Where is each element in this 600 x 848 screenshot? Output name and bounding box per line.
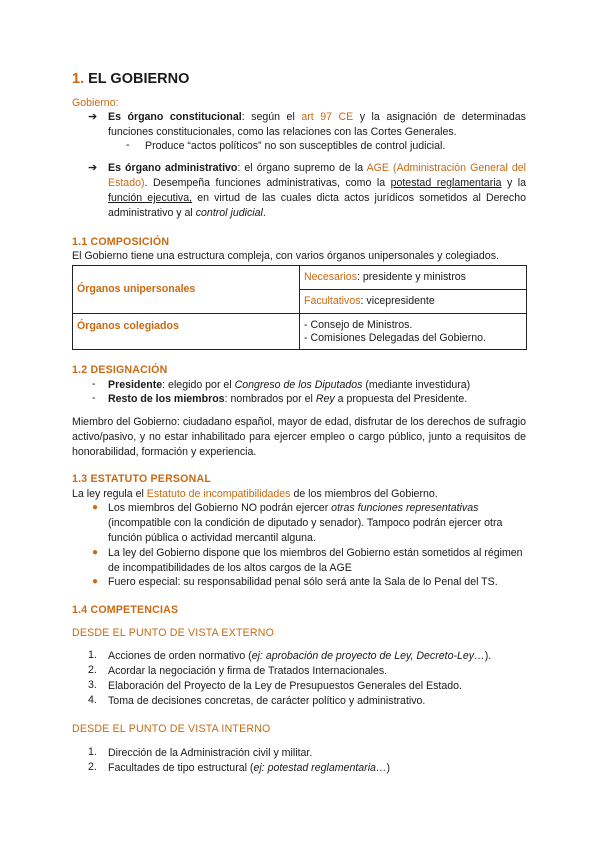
table-cell-facultativos: Facultativos: vicepresidente xyxy=(300,290,527,314)
arrow-icon: ➔ xyxy=(88,162,98,174)
list-number: 3. xyxy=(88,679,97,691)
estatuto-bullet-2: La ley del Gobierno dispone que los miembros del Gobierno están sometidos al régimen de incompatibilidades de los altos cargos de la AGE xyxy=(108,547,523,574)
list-number: 2. xyxy=(88,664,97,676)
estatuto-intro: La ley regula el Estatuto de incompatibilidades de los miembros del Gobierno. xyxy=(72,488,438,500)
bullet-icon: ● xyxy=(92,576,99,587)
list-dash: - xyxy=(92,378,96,390)
presidente-item: Presidente: elegido por el Congreso de los Diputados (mediante investidura) xyxy=(108,379,471,391)
art-97-link[interactable]: art 97 CE xyxy=(301,111,354,123)
table-cell-colegiados-list: - Consejo de Ministros. - Comisiones Delegadas del Gobierno. xyxy=(300,314,527,350)
title-number: 1. xyxy=(72,71,85,87)
organo-administrativo-paragraph: Es órgano administrativo: el órgano supremo de la AGE (Administración General del Estado). Desempeña funciones administrativas, como la potestad reglamentaria y la función ejecutiva, en virtud de las cuales dicta actos jurídicos sometidos al Derecho administrativo y al control judicial. xyxy=(108,162,526,219)
list-item: Acciones de orden normativo (ej: aprobación de proyecto de Ley, Decreto-Ley…). xyxy=(108,650,492,662)
subheading-interno: DESDE EL PUNTO DE VISTA INTERNO xyxy=(72,723,271,735)
bullet-icon: ● xyxy=(92,547,99,558)
gobierno-label: Gobierno: xyxy=(72,97,119,109)
list-dash: - xyxy=(92,392,96,404)
list-number: 1. xyxy=(88,649,97,661)
organo-constitucional-paragraph: Es órgano constitucional: según el art 97 CE y la asignación de determinadas funciones constitucionales, como las relaciones con las Cortes Generales. xyxy=(108,111,526,138)
page-title xyxy=(72,71,189,87)
section-heading-composicion: 1.1 COMPOSICIÓN xyxy=(72,236,170,248)
table-cell-colegiados: Órganos colegiados xyxy=(73,314,300,350)
miembro-requisitos-paragraph: Miembro del Gobierno: ciudadano español, mayor de edad, disfrutar de los derechos de sufragio activo/pasivo, y no estar inhabilitado para ejercer empleo o cargo público, junto a requisitos de honorabilidad, formación y experiencia. xyxy=(72,416,526,458)
estatuto-bullet-3: Fuero especial: su responsabilidad penal sólo será ante la Sala de lo Penal del TS. xyxy=(108,576,498,588)
list-item: Dirección de la Administración civil y militar. xyxy=(108,747,313,759)
estatuto-bullet-1: Los miembros del Gobierno NO podrán ejercer otras funciones representativas (incompatible con la condición de diputado y senador). Tampoco podrán ejercer otra función pública o actividad mercantil alguna. xyxy=(108,502,503,544)
list-number: 4. xyxy=(88,694,97,706)
subheading-externo: DESDE EL PUNTO DE VISTA EXTERNO xyxy=(72,627,275,639)
list-item: Acordar la negociación y firma de Tratados Internacionales. xyxy=(108,665,388,677)
list-item: Elaboración del Proyecto de la Ley de Presupuestos Generales del Estado. xyxy=(108,680,462,692)
table-cell-unipersonales: Órganos unipersonales xyxy=(73,266,300,314)
bullet-icon: ● xyxy=(92,502,99,513)
section-heading-competencias: 1.4 COMPETENCIAS xyxy=(72,604,179,616)
list-item: Facultades de tipo estructural (ej: potestad reglamentaria…) xyxy=(108,762,391,774)
section-heading-designacion: 1.2 DESIGNACIÓN xyxy=(72,364,168,376)
resto-miembros-item: Resto de los miembros: nombrados por el Rey a propuesta del Presidente. xyxy=(108,393,468,405)
composicion-intro: El Gobierno tiene una estructura compleja, con varios órganos unipersonales y colegiados. xyxy=(72,250,499,262)
list-number: 2. xyxy=(88,761,97,773)
age-link[interactable]: AGE (Administración General del Estado) xyxy=(108,162,526,189)
composicion-table xyxy=(72,265,527,350)
title-text: EL GOBIERNO xyxy=(88,71,190,87)
sub-dash: - xyxy=(126,139,130,151)
table-cell-necesarios: Necesarios: presidente y ministros xyxy=(300,266,527,290)
list-number: 1. xyxy=(88,746,97,758)
arrow-icon: ➔ xyxy=(88,111,98,123)
list-item: Toma de decisiones concretas, de carácter político y administrativo. xyxy=(108,695,426,707)
estatuto-link[interactable]: Estatuto de incompatibilidades xyxy=(146,488,291,500)
section-heading-estatuto: 1.3 ESTATUTO PERSONAL xyxy=(72,473,211,485)
actos-politicos-note: Produce “actos políticos” no son susceptibles de control judicial. xyxy=(145,140,446,152)
